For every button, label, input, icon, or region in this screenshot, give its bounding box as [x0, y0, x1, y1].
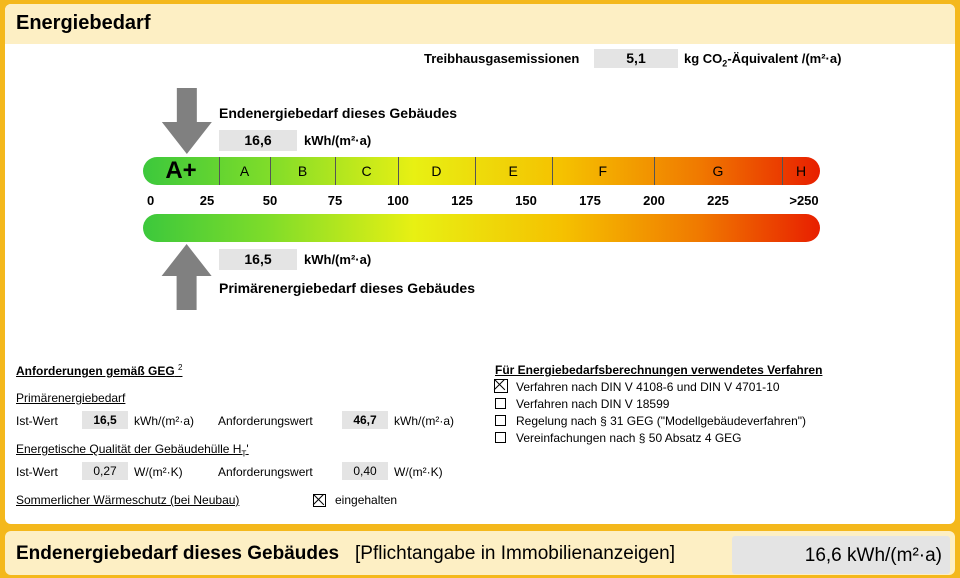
procedure-checkbox[interactable] [495, 398, 506, 409]
class-label-a: A [239, 163, 250, 179]
class-label-e: E [508, 163, 518, 179]
scale-tick-label: 225 [707, 193, 729, 208]
class-divider [270, 157, 271, 185]
class-label-d: D [431, 163, 442, 179]
class-divider [552, 157, 553, 185]
scale-tick-label: 200 [643, 193, 665, 208]
class-label-f: F [598, 163, 608, 179]
emissions-value: 5,1 [594, 49, 678, 68]
energy-class-scale [143, 157, 820, 185]
requirements-heading: Anforderungen gemäß GEG $^2$ [16, 363, 183, 378]
primary-energy-value: 16,5 [219, 249, 297, 270]
class-divider [219, 157, 220, 185]
envelope-ist-value: 0,27 [82, 462, 128, 480]
envelope-req-value: 0,40 [342, 462, 388, 480]
scale-tick-label: 75 [327, 193, 343, 208]
scale-tick-label: 25 [199, 193, 215, 208]
procedure-checkbox[interactable] [495, 432, 506, 443]
primary-req-value: 46,7 [342, 411, 388, 429]
class-divider [475, 157, 476, 185]
summer-protection-check-label: eingehalten [335, 493, 398, 507]
procedure-label: Vereinfachungen nach § 50 Absatz 4 GEG [516, 431, 742, 445]
envelope-req-unit: W/(m²·K) [394, 465, 443, 479]
primary-ist-unit: kWh/(m²·a) [134, 414, 194, 428]
scale-tick-label: 175 [579, 193, 601, 208]
envelope-ist-unit: W/(m²·K) [134, 465, 183, 479]
emissions-label: Treibhausgasemissionen [424, 51, 580, 66]
primary-gradient-bar [143, 214, 820, 242]
primary-energy-arrow-icon [162, 244, 212, 310]
footer-label: Endenergiebedarf dieses Gebäudes [16, 543, 340, 564]
final-energy-label: Endenergiebedarf dieses Gebäudes [219, 105, 458, 121]
class-label-c: C [361, 163, 372, 179]
scale-tick-label: 50 [262, 193, 278, 208]
class-divider [782, 157, 783, 185]
scale-tick-label: 125 [451, 193, 473, 208]
primary-ist-value: 16,5 [82, 411, 128, 429]
class-label-h: H [795, 163, 807, 179]
summer-protection-label: Sommerlicher Wärmeschutz (bei Neubau) [16, 493, 240, 507]
envelope-heading: Energetische Qualität der Gebäudehülle $H_T'$ [16, 442, 249, 459]
primary-energy-label: Primärenergiebedarf dieses Gebäudes [219, 280, 475, 296]
procedure-label: Verfahren nach DIN V 4108-6 und DIN V 4701-10 [516, 380, 780, 394]
footer-note: [Pflichtangabe in Immobilienanzeigen] [355, 543, 676, 564]
primary-requirements-heading: Primärenergiebedarf [16, 391, 126, 405]
summer-protection-checkbox[interactable] [313, 494, 326, 507]
procedure-label: Verfahren nach DIN V 18599 [516, 397, 670, 411]
final-energy-value: 16,6 [219, 130, 297, 151]
class-label-b: B [297, 163, 308, 179]
class-divider [335, 157, 336, 185]
class-divider [654, 157, 655, 185]
primary-ist-label: Ist-Wert [16, 414, 58, 428]
class-label-g: G [712, 163, 724, 179]
class-divider [398, 157, 399, 185]
scale-tick-label: 150 [515, 193, 537, 208]
scale-tick-label: 0 [147, 193, 155, 208]
procedure-checkbox[interactable] [495, 415, 506, 426]
page-title: Energiebedarf [16, 12, 151, 34]
procedures-heading: Für Energiebedarfsberechnungen verwendetes Verfahren [495, 363, 823, 377]
primary-req-unit: kWh/(m²·a) [394, 414, 454, 428]
procedure-label: Regelung nach § 31 GEG ("Modellgebäudeverfahren") [516, 414, 807, 428]
primary-req-label: Anforderungswert [218, 414, 313, 428]
emissions-unit: kg $CO_2$-Äquivalent /(m²·a) [684, 51, 842, 69]
footer-value: 16,6 kWh/(m²·a) [804, 545, 942, 566]
primary-energy-unit: kWh/(m²·a) [304, 252, 372, 267]
class-label-a-plus: A+ [165, 157, 197, 184]
envelope-req-label: Anforderungswert [218, 465, 313, 479]
final-energy-arrow-icon [162, 88, 212, 154]
final-energy-unit: kWh/(m²·a) [304, 133, 372, 148]
scale-tick-label: 100 [387, 193, 409, 208]
envelope-ist-label: Ist-Wert [16, 465, 58, 479]
scale-tick-label: >250 [789, 193, 819, 208]
procedure-checkbox[interactable] [494, 379, 508, 393]
